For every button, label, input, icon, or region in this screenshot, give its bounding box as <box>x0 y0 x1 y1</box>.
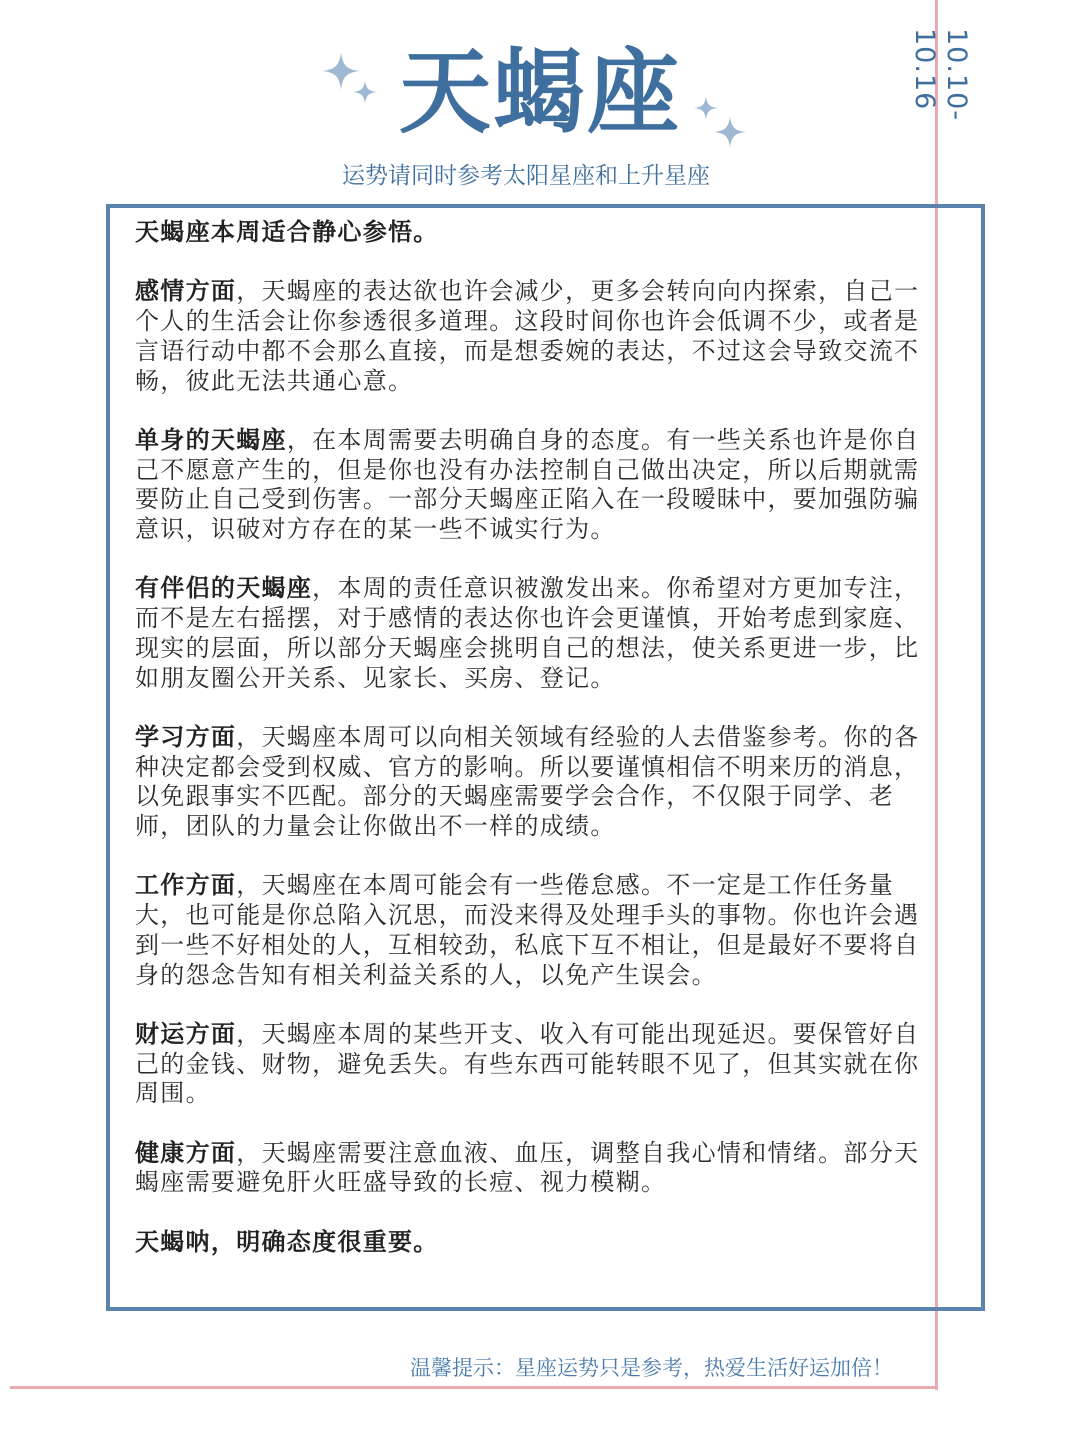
closing-text: 天蝎呐，明确态度很重要。 <box>135 1227 439 1256</box>
section-text: ，本周的责任意识被激发出来。你希望对方更加专注，而不是左右摇摆，对于感情的表达你也许会更谨慎，开始考虑到家庭、现实的层面，所以部分天蝎座会挑明自己的想法，使关系更进一步，比如朋友圈公开关系、见家长、买房、登记。 <box>135 574 920 692</box>
section-paragraph <box>135 871 920 990</box>
section-text: ，天蝎座需要注意血液、血压，调整自我心情和情绪。部分天蝎座需要避免肝火旺盛导致的长痘、视力模糊。 <box>135 1138 920 1197</box>
section-text: ，天蝎座本周的某些开支、收入有可能出现延迟。要保管好自己的金钱、财物，避免丢失。有些东西可能转眼不见了，但其实就在你周围。 <box>135 1019 920 1108</box>
section-paragraph <box>135 574 920 693</box>
section-heading: 财运方面 <box>135 1019 237 1048</box>
date-range: 10.10-10.16 <box>909 28 972 122</box>
section-text: ，天蝎座在本周可能会有一些倦怠感。不一定是工作任务量大，也可能是你总陷入沉思，而没来得及处理手头的事物。你也许会遇到一些不好相处的人，互相较劲，私底下互不相让，但是最好不要将自身的怨念告知有相关利益关系的人，以免产生误会。 <box>135 871 920 989</box>
section-heading: 学习方面 <box>135 722 237 751</box>
decorative-horizontal-line <box>10 1386 938 1389</box>
intro-text: 天蝎座本周适合静心参悟。 <box>135 218 439 246</box>
closing-paragraph <box>135 1228 920 1258</box>
section-heading: 感情方面 <box>135 277 237 306</box>
section-heading: 单身的天蝎座 <box>135 425 287 454</box>
section-paragraph <box>135 277 920 396</box>
section-paragraph <box>135 1020 920 1109</box>
horoscope-content <box>135 218 920 1287</box>
page-title: 天蝎座 <box>398 39 681 146</box>
section-paragraph <box>135 723 920 842</box>
section-heading: 工作方面 <box>135 871 237 900</box>
section-paragraph <box>135 426 920 545</box>
intro-paragraph <box>135 218 920 248</box>
section-heading: 健康方面 <box>135 1138 237 1167</box>
section-text: ，天蝎座的表达欲也许会减少，更多会转向向内探索，自己一个人的生活会让你参透很多道理。这段时间你也许会低调不少，或者是言语行动中都不会那么直接，而是想委婉的表达，不过这会导致交流不畅，彼此无法共通心意。 <box>135 277 920 395</box>
footer-tip: 温馨提示：星座运势只是参考，热爱生活好运加倍！ <box>410 1356 893 1380</box>
page-subtitle: 运势请同时参考太阳星座和上升星座 <box>342 163 710 189</box>
section-paragraph <box>135 1139 920 1198</box>
section-text: ，在本周需要去明确自身的态度。有一些关系也许是你自己不愿意产生的，但是你也没有办法控制自己做出决定，所以后期就需要防止自己受到伤害。一部分天蝎座正陷入在一段暧昧中，要加强防骗意识，识破对方存在的某一些不诚实行为。 <box>135 425 920 543</box>
section-text: ，天蝎座本周可以向相关领域有经验的人去借鉴参考。你的各种决定都会受到权威、官方的影响。所以要谨慎相信不明来历的消息，以免跟事实不匹配。部分的天蝎座需要学会合作，不仅限于同学、老师，团队的力量会让你做出不一样的成绩。 <box>135 722 920 840</box>
section-heading: 有伴侣的天蝎座 <box>135 574 313 603</box>
